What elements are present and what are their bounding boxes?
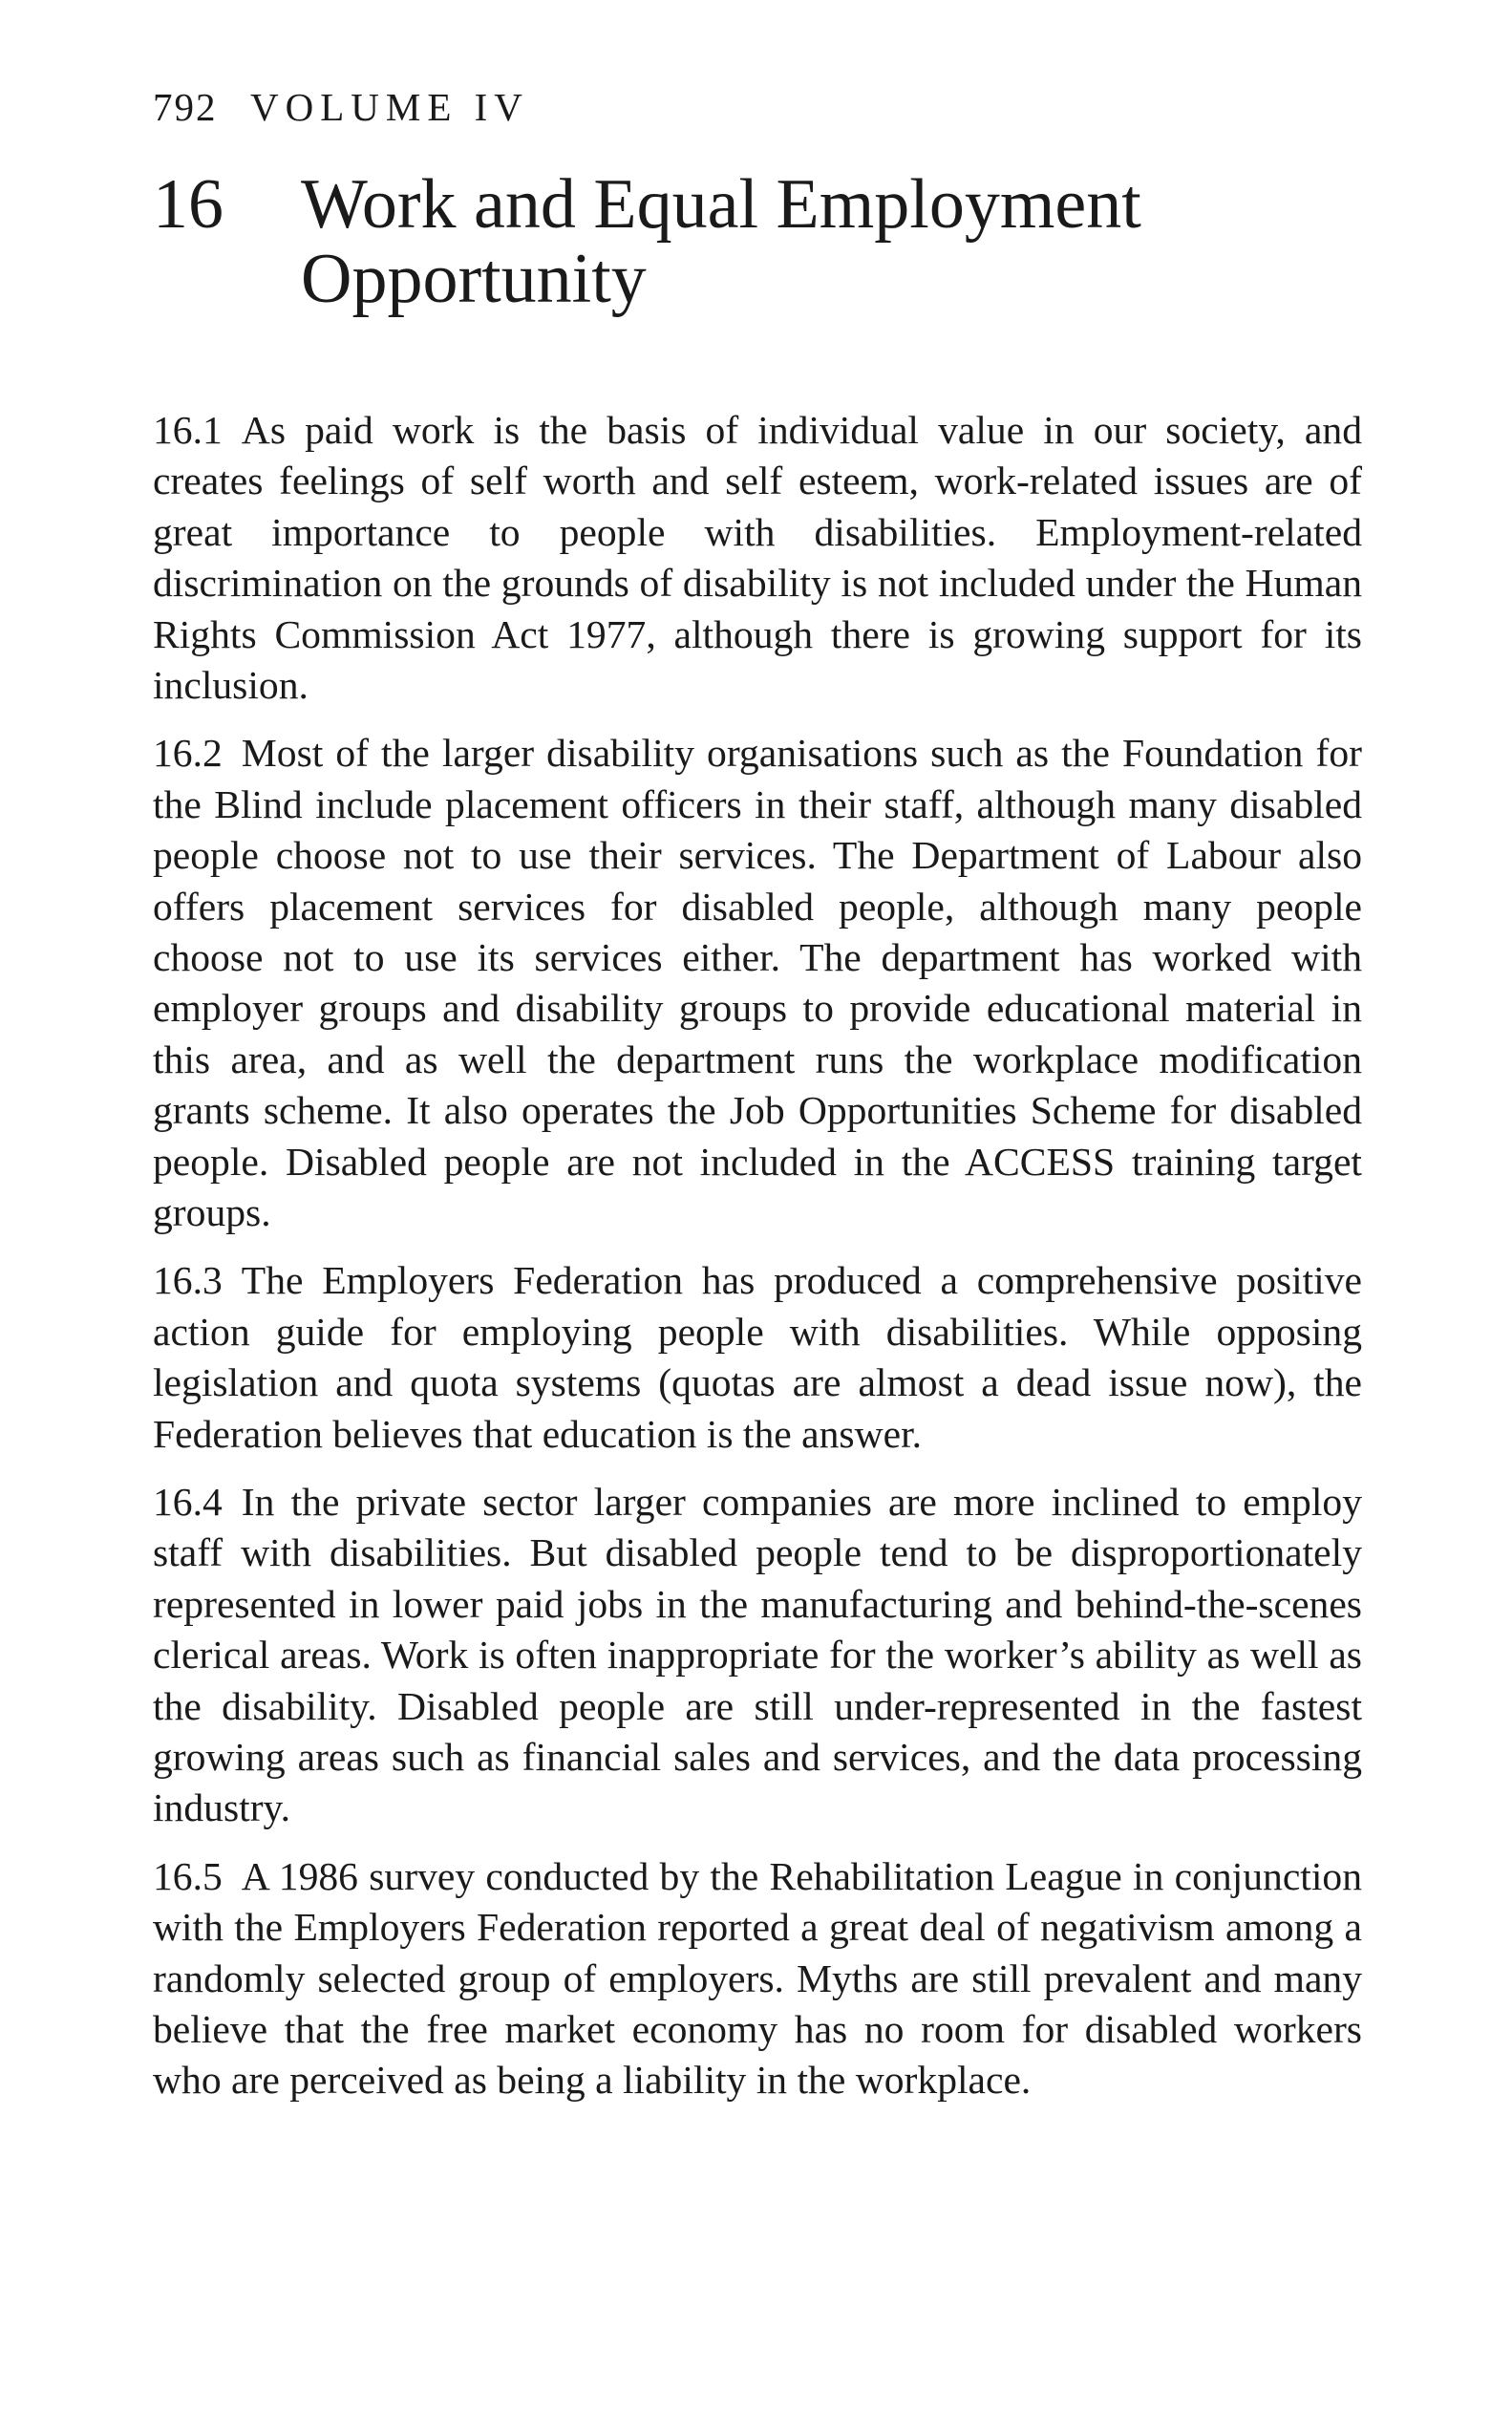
paragraph-number: 16.5 bbox=[153, 1853, 223, 1898]
chapter-heading bbox=[153, 167, 1362, 317]
paragraph-number: 16.4 bbox=[153, 1480, 223, 1524]
paragraph bbox=[153, 1477, 1362, 1834]
page-number: 792 bbox=[153, 85, 218, 129]
paragraph bbox=[153, 728, 1362, 1238]
paragraph-number: 16.2 bbox=[153, 731, 223, 776]
paragraph-number: 16.3 bbox=[153, 1258, 223, 1303]
running-head bbox=[153, 85, 1362, 129]
chapter-number: 16 bbox=[153, 165, 224, 244]
paragraph-text: In the private sector larger companies are more inclined to employ staff with disabilities. But disabled people tend to be disproportionately represented in lower paid jobs in the manufacturing and behind-the-scenes clerical areas. Work is often inappropriate for the worker’s ability as well as the disability. Disabled people are still under-represented in the fastest growing areas such as financial sales and services, and the data processing industry. bbox=[153, 1480, 1362, 1830]
paragraph-text: The Employers Federation has produced a comprehensive positive action guide for employing people with disabilities. While opposing legislation and quota systems (quotas are almost a dead issue now), the Federation believes that education is the answer. bbox=[153, 1258, 1362, 1456]
paragraph bbox=[153, 405, 1362, 711]
paragraph bbox=[153, 1851, 1362, 2106]
paragraph-number: 16.1 bbox=[153, 407, 223, 452]
chapter-title: Work and Equal Employment Opportunity bbox=[301, 165, 1141, 319]
body-text bbox=[153, 405, 1362, 2106]
document-page bbox=[153, 85, 1362, 2124]
paragraph bbox=[153, 1255, 1362, 1460]
paragraph-text: Most of the larger disability organisations such as the Foundation for the Blind include placement officers in their staff, although many disabled people choose not to use their services. The Department of Labour also offers placement services for disabled people, although many people choose not to use its services either. The department has worked with employer groups and disability groups to provide educational material in this area, and as well the department runs the workplace modification grants scheme. It also operates the Job Opportunities Scheme for disabled people. Disabled people are not included in the ACCESS training target groups. bbox=[153, 731, 1362, 1234]
volume-label: VOLUME IV bbox=[250, 85, 529, 129]
paragraph-text: As paid work is the basis of individual value in our society, and creates feelings of self worth and self esteem, work-related issues are of great importance to people with disabilities. Employment-related discrimination on the grounds of disability is not included under the Human Rights Commission Act 1977, although there is growing support for its inclusion. bbox=[153, 407, 1362, 707]
paragraph-text: A 1986 survey conducted by the Rehabilitation League in conjunction with the Employers Federation reported a great deal of negativism among a randomly selected group of employers. Myths are still prevalent and many believe that the free market economy has no room for disabled workers who are perceived as being a liability in the workplace. bbox=[153, 1853, 1362, 2103]
